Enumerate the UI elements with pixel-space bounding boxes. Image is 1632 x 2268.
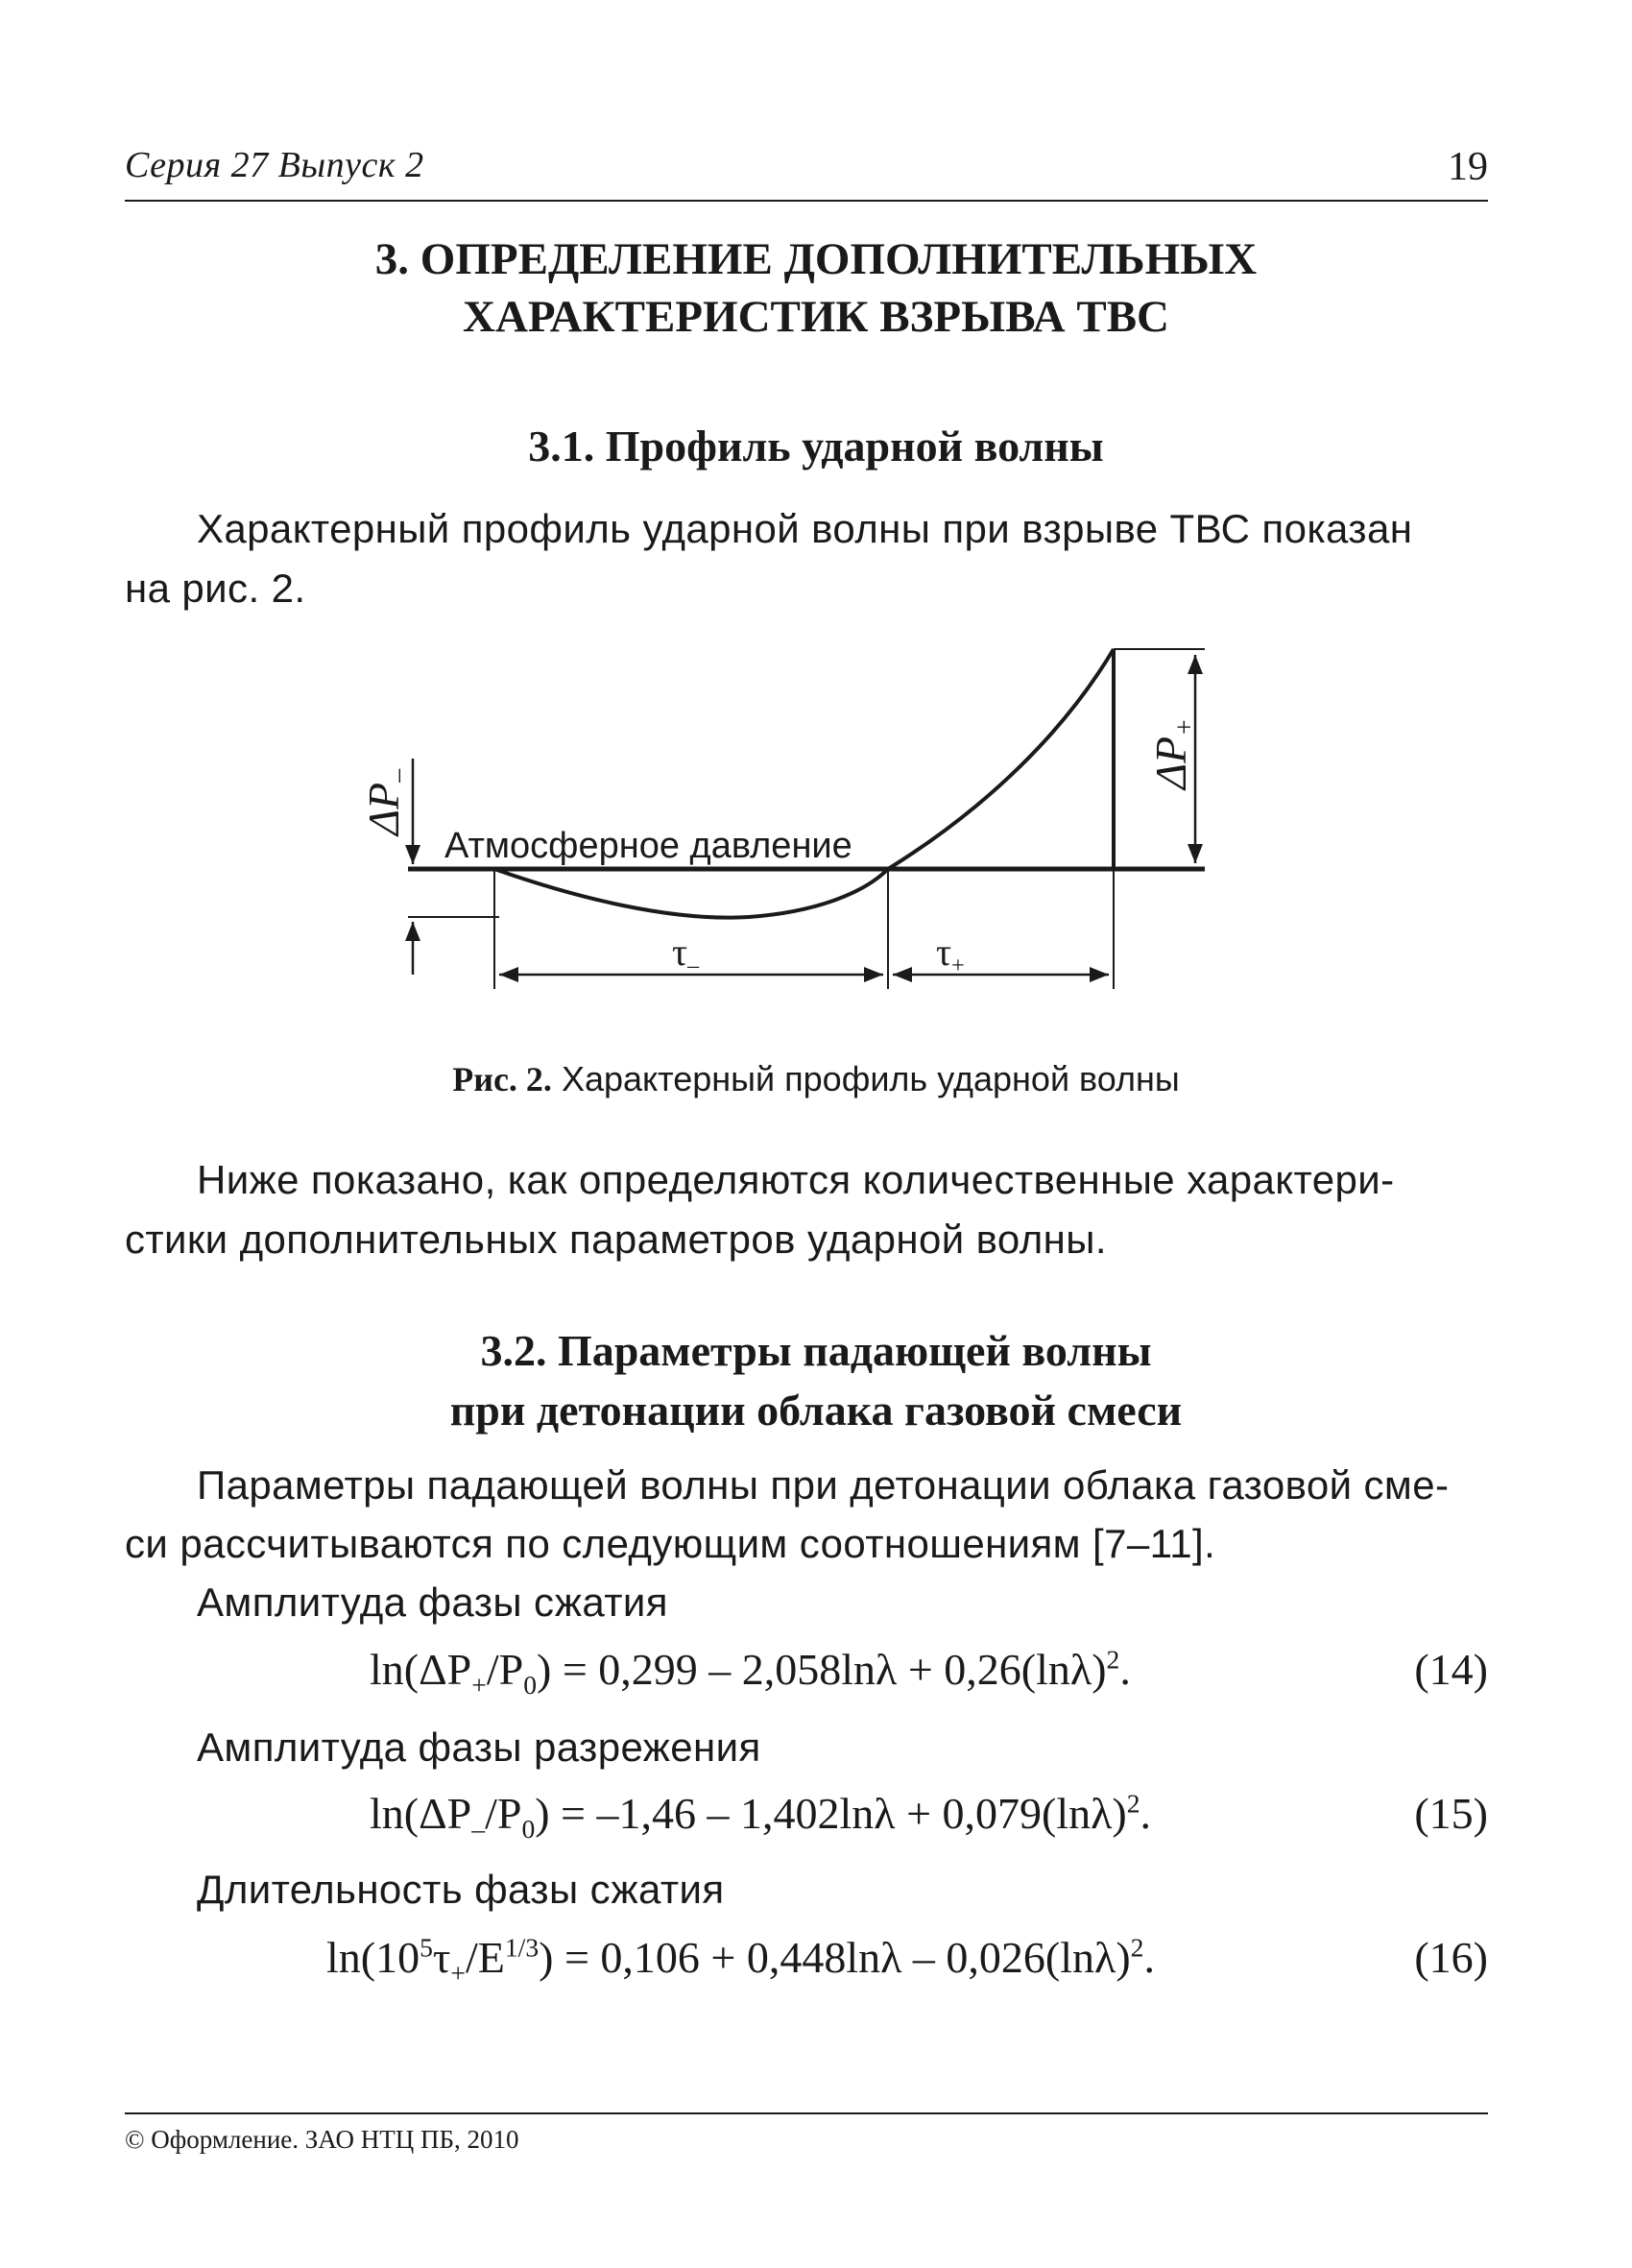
section-3-1-para-line1: Характерный профиль ударной волны при взрыве ТВС показан [197,506,1413,551]
equation-14-number: (14) [1414,1645,1488,1694]
chapter-title-line1: 3. ОПРЕДЕЛЕНИЕ ДОПОЛНИТЕЛЬНЫХ [374,234,1258,284]
figure-shock-wave-profile [0,0,1632,1056]
positive-phase-curve [888,649,1114,869]
dp-plus-label: ΔP+ [1146,717,1200,789]
section-3-2-title-line2: при детонации облака газовой смеси [449,1386,1183,1435]
equation-16: $\ln(10^5\tau_+/E^{1/3}) = 0,106 + 0,448\ln\lambda - 0,026(\ln\lambda)^2$. [326,1932,1155,1989]
footer-rule [125,2112,1488,2114]
figure-caption-text: Характерный профиль ударной волны [551,1059,1180,1098]
atmospheric-pressure-label: Атмосферное давление [444,826,852,866]
section-3-1-para-line2: на рис. 2. [125,566,306,611]
negative-phase-curve [494,869,888,918]
dp-minus-label: ΔP– [359,768,413,835]
running-head: Серия 27 Выпуск 2 [125,145,424,185]
para2-line2: стики дополнительных параметров ударной волны. [125,1217,1107,1262]
label-eq15: Амплитуда фазы разрежения [197,1725,761,1770]
label-eq14: Амплитуда фазы сжатия [197,1580,668,1625]
figure-caption-label: Рис. 2. [452,1060,552,1098]
equation-16-number: (16) [1414,1933,1488,1982]
tau-plus-label: $\tau_+$ [936,930,965,978]
para2-line1: Ниже показано, как определяются количественные характери- [197,1157,1395,1202]
footer-copyright: © Оформление. ЗАО НТЦ ПБ, 2010 [125,2125,519,2154]
tau-minus-label: $\tau_-$ [672,930,700,978]
page-number: 19 [1448,145,1488,189]
label-eq16: Длительность фазы сжатия [197,1867,725,1912]
section-3-2-para-line2: си рассчитываются по следующим соотношениям [7–11]. [125,1521,1216,1566]
equation-14: $\ln(\Delta P_+/P_0) = 0,299 - 2,058\ln\lambda + 0,26(\ln\lambda)^2$. [370,1644,1131,1701]
chapter-title-line2: ХАРАКТЕРИСТИК ВЗРЫВА ТВС [463,292,1169,342]
figure-caption [0,1059,1632,1099]
equation-15: $\ln(\Delta P_-/P_0) = -1,46 - 1,402\ln\lambda + 0,079(\ln\lambda)^2$. [370,1788,1152,1845]
equation-15-number: (15) [1414,1789,1488,1838]
section-3-2-para-line1: Параметры падающей волны при детонации облака газовой сме- [197,1462,1450,1508]
section-3-2-title-line1: 3.2. Параметры падающей волны [480,1326,1152,1375]
section-3-1-title: 3.1. Профиль ударной волны [528,422,1104,470]
